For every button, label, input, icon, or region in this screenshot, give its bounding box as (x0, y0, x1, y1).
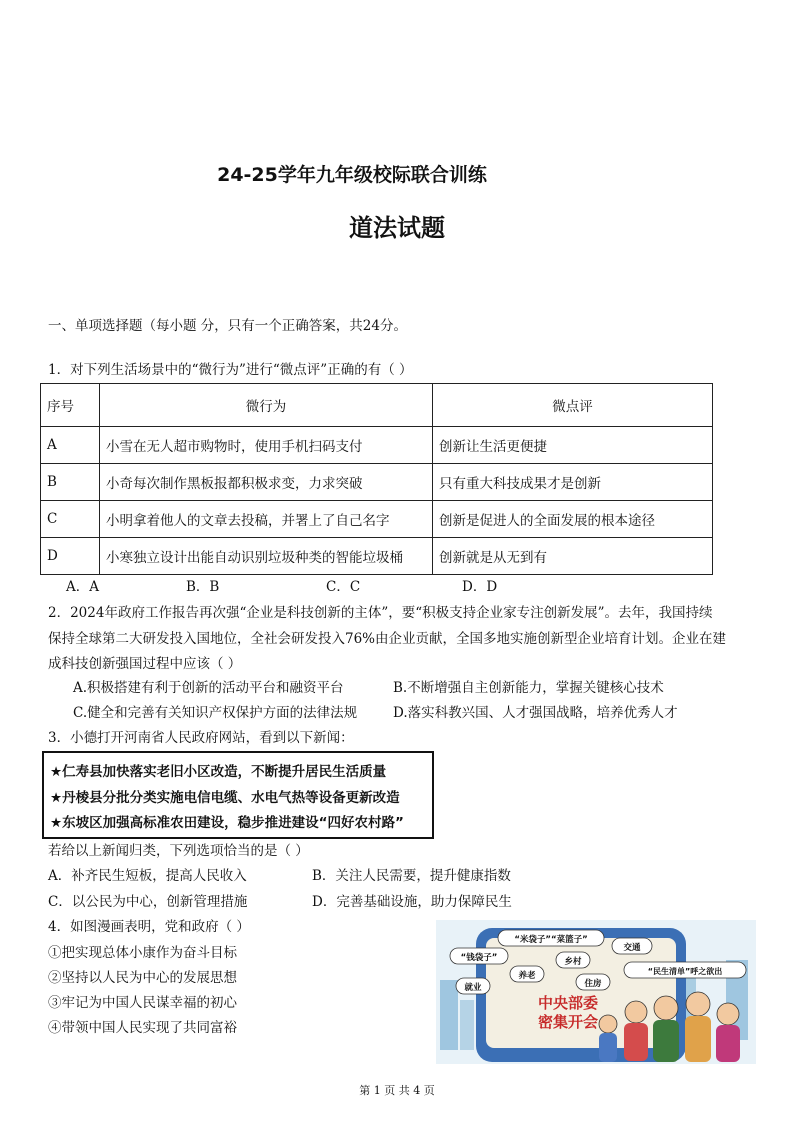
q2-option-a: A.积极搭建有利于创新的活动平台和融资平台 (73, 680, 344, 696)
table-cell: 小雪在无人超市购物时，使用手机扫码支付 (100, 427, 433, 464)
table-cell: B (41, 464, 100, 501)
person-head-shape (625, 1001, 647, 1023)
header-cell: 微行为 (100, 384, 433, 427)
header-cell: 序号 (41, 384, 100, 427)
table-cell: A (41, 427, 100, 464)
exam-subtitle: 道法试题 (349, 214, 445, 242)
q4-item-3: ③牢记为中国人民谋幸福的初心 (48, 995, 237, 1011)
table-header-row (41, 384, 713, 427)
person-head-shape (599, 1015, 617, 1033)
person-head-shape (686, 992, 710, 1016)
table-cell: 小奇每次制作黑板报都积极求变，力求突破 (100, 464, 433, 501)
bubble-label: “米袋子”“菜篮子” (514, 935, 588, 945)
bubble-label: 养老 (518, 971, 536, 981)
person-head-shape (717, 1003, 739, 1025)
q4-stem: 4．如图漫画表明，党和政府（ ） (48, 919, 250, 935)
q4-item-1: ①把实现总体小康作为奋斗目标 (48, 945, 237, 961)
table-cell: C (41, 501, 100, 538)
table-row (41, 464, 713, 501)
q1-option-c: C．C (326, 579, 361, 595)
q3-option-a: A．补齐民生短板，提高人民收入 (48, 868, 247, 884)
news-item: ★丹棱县分批分类实施电信电缆、水电气热等设备更新改造 (50, 790, 400, 806)
q3-question: 若给以上新闻归类，下列选项恰当的是（ ） (48, 843, 309, 859)
bubble-label: “民生清单”呼之欲出 (647, 967, 723, 976)
person-body-shape (716, 1025, 740, 1062)
table-cell: 创新是促进人的全面发展的根本途径 (433, 501, 713, 538)
table-row (41, 501, 713, 538)
q3-option-b: B．关注人民需要，提升健康指数 (312, 868, 511, 884)
table-cell: 创新让生活更便捷 (433, 427, 713, 464)
screen-title-line-1: 中央部委 (537, 994, 599, 1012)
news-item: ★东坡区加强高标准农田建设，稳步推进建设“四好农村路” (50, 815, 404, 831)
section-heading: 一、单项选择题（每小题 分，只有一个正确答案，共24分。 (48, 318, 407, 334)
bubble-label: 乡村 (564, 957, 582, 967)
news-item: ★仁寿县加快落实老旧小区改造，不断提升居民生活质量 (50, 764, 387, 780)
q3-option-d: D．完善基础设施，助力保障民生 (312, 894, 512, 910)
screen-title-line-2: 密集开会 (537, 1013, 599, 1031)
q4-item-4: ④带领中国人民实现了共同富裕 (48, 1020, 237, 1036)
q1-option-b: B．B (186, 579, 220, 595)
table-row (41, 538, 713, 575)
table-row (41, 427, 713, 464)
table-cell: 创新就是从无到有 (433, 538, 713, 575)
exam-title: 24-25学年九年级校际联合训练 (217, 164, 487, 186)
person-body-shape (599, 1033, 617, 1062)
person-body-shape (685, 1016, 711, 1062)
news-box (42, 751, 434, 839)
q4-item-2: ②坚持以人民为中心的发展思想 (48, 970, 237, 986)
person-head-shape (654, 996, 678, 1020)
q1-table (40, 383, 713, 575)
q2-line-1: 2．2024年政府工作报告再次强“企业是科技创新的主体”，要“积极支持企业家专注创新发展”。去年，我国持续 (48, 605, 713, 621)
header-cell: 微点评 (433, 384, 713, 427)
building-shape (460, 1000, 474, 1050)
table-cell: 小明拿着他人的文章去投稿，并署上了自己名字 (100, 501, 433, 538)
bubble-label: 住房 (584, 979, 602, 989)
page-footer: 第 1 页 共 4 页 (359, 1084, 435, 1097)
bubble-label: “钱袋子” (460, 953, 498, 963)
q2-option-d: D.落实科教兴国、人才强国战略，培养优秀人才 (393, 705, 678, 721)
person-body-shape (653, 1020, 679, 1062)
q3-option-c: C．以公民为中心，创新管理措施 (48, 894, 248, 910)
table-cell: D (41, 538, 100, 575)
cartoon-illustration (436, 920, 756, 1064)
q2-option-c: C.健全和完善有关知识产权保护方面的法律法规 (73, 705, 358, 721)
table-cell: 小寒独立设计出能自动识别垃圾种类的智能垃圾桶 (100, 538, 433, 575)
q3-stem: 3．小德打开河南省人民政府网站，看到以下新闻： (48, 730, 354, 746)
q2-line-2: 保持全球第二大研发投入国地位，全社会研发投入76%由企业贡献，全国多地实施创新型企业培育计划。企业在建 (48, 631, 727, 647)
q2-option-b: B.不断增强自主创新能力，掌握关键核心技术 (393, 680, 664, 696)
building-shape (440, 980, 458, 1050)
bubble-label: 就业 (464, 983, 482, 993)
q1-option-a: A．A (66, 579, 99, 595)
q1-option-d: D．D (462, 579, 498, 595)
table-cell: 只有重大科技成果才是创新 (433, 464, 713, 501)
q1-stem: 1．对下列生活场景中的“微行为”进行“微点评”正确的有（ ） (48, 362, 413, 378)
person-body-shape (624, 1023, 648, 1061)
q2-line-3: 成科技创新强国过程中应该（ ） (48, 656, 242, 672)
bubble-label: 交通 (623, 943, 641, 953)
